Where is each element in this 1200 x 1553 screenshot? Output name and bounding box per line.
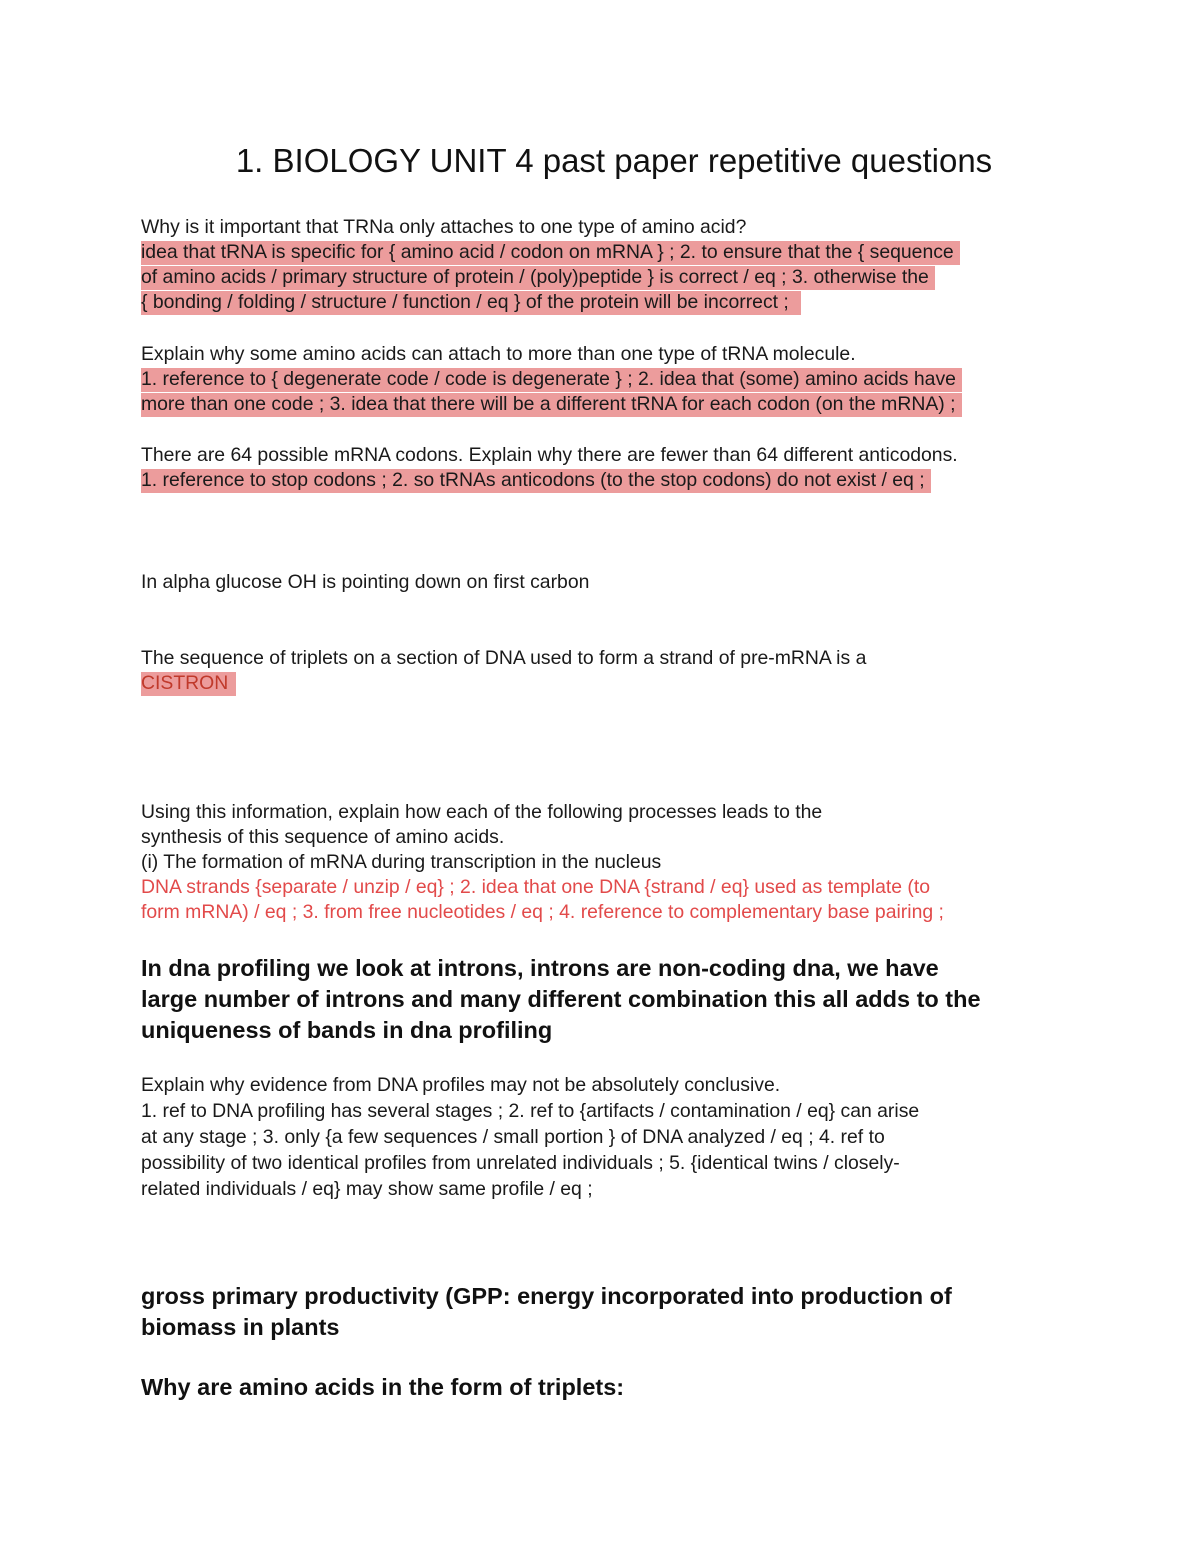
question-dna-profiles: Explain why evidence from DNA profiles may not be absolutely conclusive. [141, 1074, 781, 1096]
answer-dna-profiles-line-2: at any stage ; 3. only {a few sequences / small portion } of DNA analyzed / eq ; 4. ref to [141, 1126, 885, 1148]
question-anticodons: There are 64 possible mRNA codons. Explain why there are fewer than 64 different anticodons. [141, 444, 958, 466]
answer-trna-specificity-line-2: of amino acids / primary structure of protein / (poly)peptide } is correct / eq ; 3. otherwise the [141, 266, 935, 290]
question-trna-specificity: Why is it important that TRNa only attaches to one type of amino acid? [141, 216, 747, 238]
note-introns-line-3: uniqueness of bands in dna profiling [141, 1017, 553, 1043]
question-amino-acid-multiple-trna: Explain why some amino acids can attach to more than one type of tRNA molecule. [141, 343, 856, 365]
question-transcription-line-2: synthesis of this sequence of amino acids. [141, 826, 505, 848]
answer-transcription-line-2: form mRNA) / eq ; 3. from free nucleotides / eq ; 4. reference to complementary base pairing ; [141, 901, 944, 923]
question-transcription-line-3: (i) The formation of mRNA during transcription in the nucleus [141, 851, 662, 873]
note-gpp-line-1: gross primary productivity (GPP: energy incorporated into production of [141, 1283, 952, 1309]
note-introns-line-2: large number of introns and many different combination this all adds to the [141, 986, 981, 1012]
answer-dna-profiles-line-1: 1. ref to DNA profiling has several stages ; 2. ref to {artifacts / contamination / eq} can arise [141, 1100, 920, 1122]
answer-transcription-line-1: DNA strands {separate / unzip / eq} ; 2. idea that one DNA {strand / eq} used as template (to [141, 876, 931, 898]
note-gpp-line-2: biomass in plants [141, 1314, 340, 1340]
note-cistron-text: The sequence of triplets on a section of DNA used to form a strand of pre-mRNA is a [141, 647, 867, 669]
document-title: 1. BIOLOGY UNIT 4 past paper repetitive questions [235, 142, 993, 179]
answer-amino-acid-multiple-trna-line-1: 1. reference to { degenerate code / code is degenerate } ; 2. idea that (some) amino acids have [141, 368, 962, 392]
answer-trna-specificity-line-3: { bonding / folding / structure / function / eq } of the protein will be incorrect ; [141, 291, 801, 315]
answer-amino-acid-multiple-trna-line-2: more than one code ; 3. idea that there will be a different tRNA for each codon (on the mRNA) ; [141, 393, 962, 417]
answer-anticodons: 1. reference to stop codons ; 2. so tRNAs anticodons (to the stop codons) do not exist / eq ; [141, 469, 931, 493]
question-transcription-line-1: Using this information, explain how each of the following processes leads to the [141, 801, 823, 823]
note-introns-line-1: In dna profiling we look at introns, introns are non-coding dna, we have [141, 955, 939, 981]
note-cistron-answer: CISTRON [141, 672, 236, 696]
note-alpha-glucose: In alpha glucose OH is pointing down on first carbon [141, 571, 590, 593]
answer-dna-profiles-line-3: possibility of two identical profiles from unrelated individuals ; 5. {identical twins / closely- [141, 1152, 900, 1174]
answer-trna-specificity-line-1: idea that tRNA is specific for { amino acid / codon on mRNA } ; 2. to ensure that the { sequence [141, 241, 960, 265]
note-triplets: Why are amino acids in the form of triplets: [141, 1374, 625, 1400]
answer-dna-profiles-line-4: related individuals / eq} may show same profile / eq ; [141, 1178, 593, 1200]
